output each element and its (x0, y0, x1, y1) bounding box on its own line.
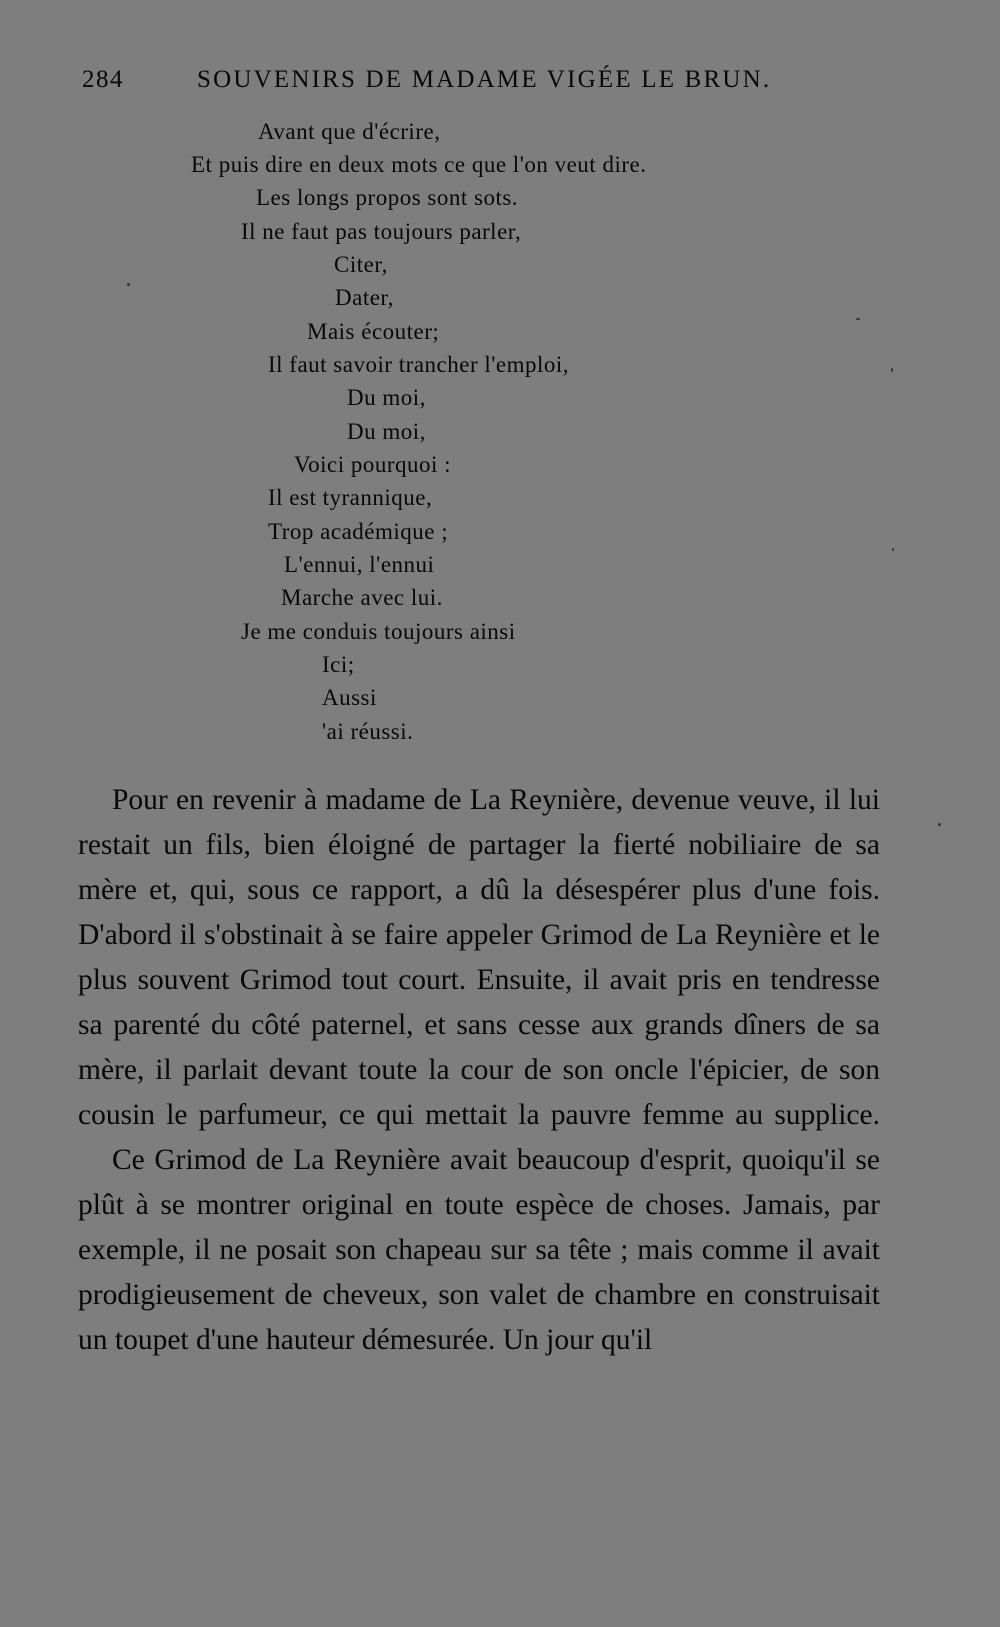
page-number: 284 (82, 66, 124, 93)
poem-line: Et puis dire en deux mots ce que l'on veut dire. (191, 152, 647, 177)
paragraph: Pour en revenir à madame de La Reynière, devenue veuve, il lui restait un fils, bien éloigné de partager la fierté nobiliaire de sa mère et, qui, sous ce rapport, a dû la désespérer plus d'une fois. D'abord il s'obstinait à se faire appeler Grimod de La Reynière et le plus souvent Grimod tout court. Ensuite, il avait pris en tendresse sa parenté du côté paternel, et sans cesse aux grands dîners de sa mère, il parlait devant toute la cour de son oncle l'épicier, de son cousin le parfumeur, ce qui mettait la pauvre femme au supplice. (78, 784, 880, 1131)
running-head-title: SOUVENIRS DE MADAME VIGÉE LE BRUN. (197, 66, 772, 93)
poem-line: L'ennui, l'ennui (284, 552, 435, 577)
poem-line: Il ne faut pas toujours parler, (241, 219, 522, 244)
paragraph: Ce Grimod de La Reynière avait beaucoup d'esprit, quoiqu'il se plût à se montrer original en toute espèce de choses. Jamais, par exemple, il ne posait son chapeau sur sa tête ; mais comme il avait prodigieusement de cheveux, son valet de chambre en construisait un toupet d'une hauteur démesurée. Un jour qu'il (78, 1144, 880, 1356)
poem-line: Il est tyrannique, (268, 485, 433, 510)
poem-line: Du moi, (347, 419, 426, 444)
poem-line: Trop académique ; (268, 519, 449, 544)
poem-line: Du moi, (347, 385, 426, 410)
poem-line: Citer, (334, 252, 388, 277)
poem-line: Mais écouter; (307, 319, 440, 344)
poem-line: Voici pourquoi : (294, 452, 452, 477)
poem-line: Il faut savoir trancher l'emploi, (268, 352, 570, 377)
poem-line: Aussi (322, 685, 377, 710)
poem-line: Dater, (335, 285, 394, 310)
scan-speck (892, 548, 894, 551)
poem-line: 'ai réussi. (322, 719, 414, 744)
scan-speck (856, 318, 860, 320)
poem-line: Je me conduis toujours ainsi (241, 619, 516, 644)
poem-line: Marche avec lui. (281, 585, 443, 610)
poem-line: Ici; (322, 652, 355, 677)
scan-speck (891, 368, 893, 372)
poem (0, 118, 1000, 758)
scan-speck (938, 823, 941, 826)
running-head (82, 66, 922, 106)
scan-speck (127, 283, 130, 286)
prose-body (78, 778, 880, 1363)
poem-line: Les longs propos sont sots. (256, 185, 519, 210)
poem-line: Avant que d'écrire, (258, 119, 441, 144)
